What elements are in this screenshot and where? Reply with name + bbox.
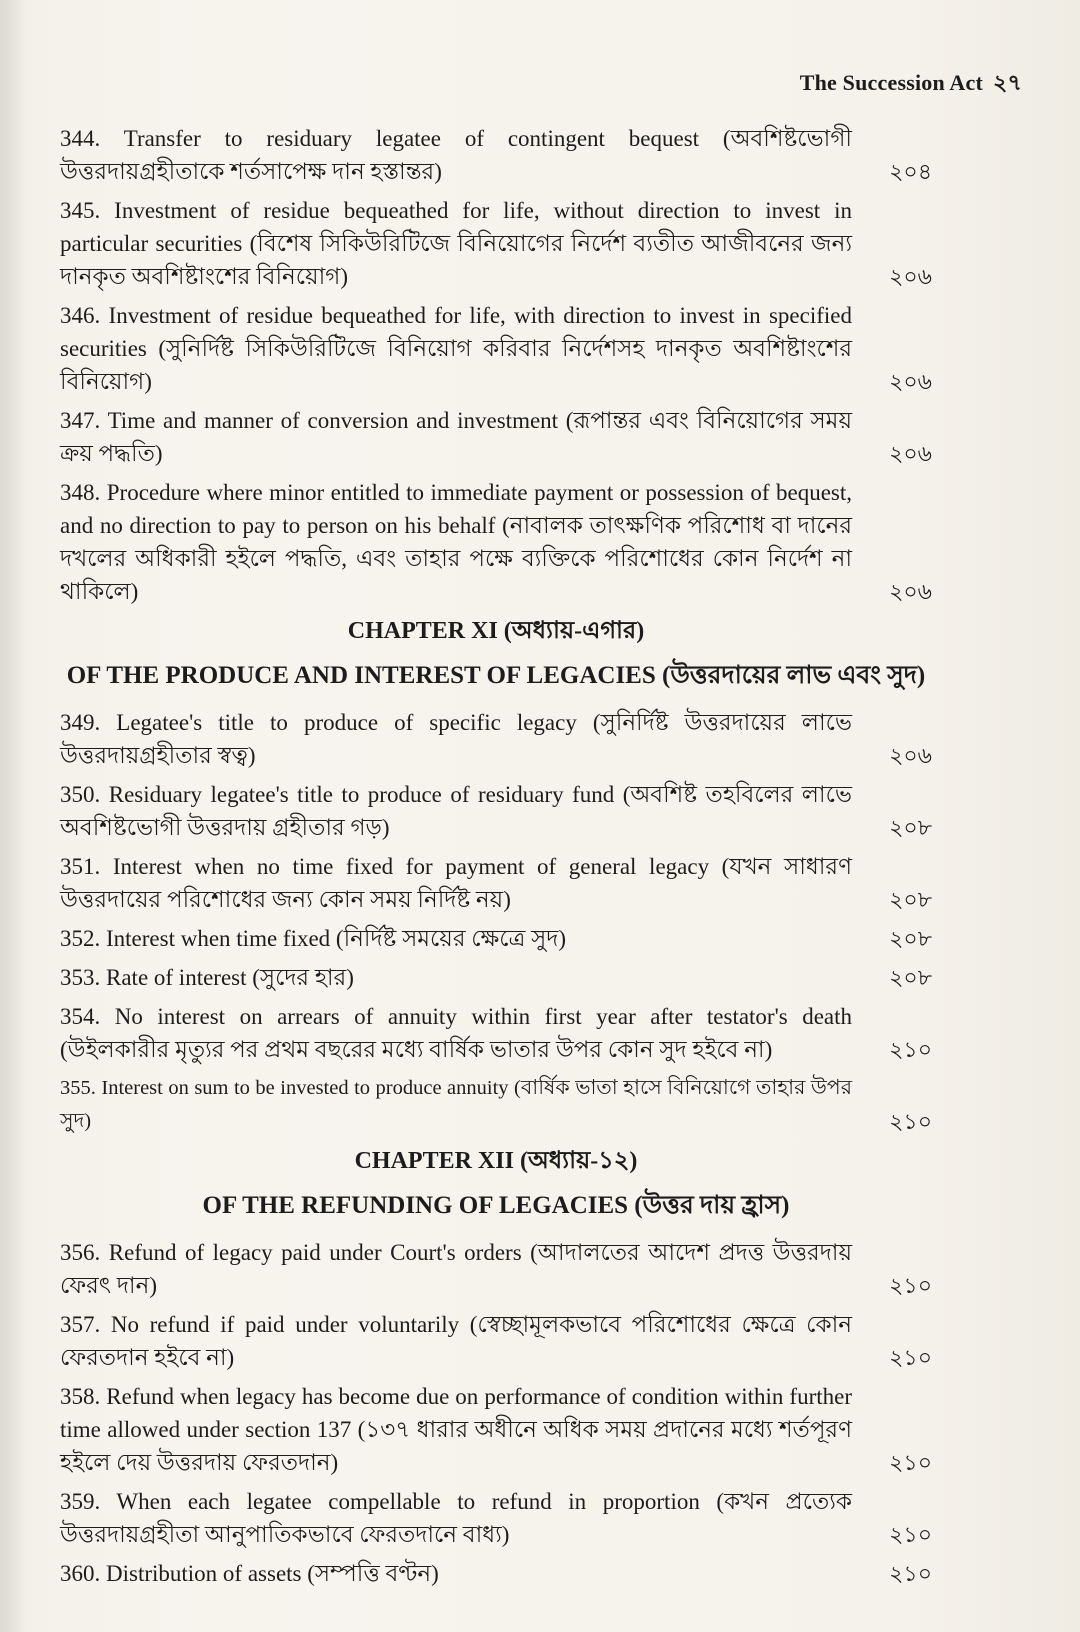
entry-355 <box>60 1072 932 1138</box>
entry-351 <box>60 850 932 916</box>
entry-page: ২১০ <box>889 1561 932 1586</box>
entry-page: ২০৬ <box>889 743 932 768</box>
entry-345 <box>60 194 932 293</box>
entry-349 <box>60 706 932 772</box>
entry-text: 350. Residuary legatee's title to produce of residuary fund (অবশিষ্ট তহবিলের লাভে অবশিষ্টভোগী উত্তরদায় গ্রহীতার গড়) <box>60 782 852 840</box>
entry-text: 351. Interest when no time fixed for payment of general legacy (যখন সাধারণ উত্তরদায়ের পরিশোধের জন্য কোন সময় নির্দিষ্ট নয়) <box>60 854 852 912</box>
entry-page: ২০৮ <box>889 965 932 990</box>
entry-348 <box>60 476 932 608</box>
header-page-number: ২৭ <box>992 70 1022 95</box>
entry-page: ২০৬ <box>889 264 932 289</box>
entry-page: ২০৪ <box>889 159 932 184</box>
entry-page: ২০৮ <box>889 926 932 951</box>
entry-page: ২১০ <box>889 1273 932 1298</box>
entry-text: 344. Transfer to residuary legatee of contingent bequest (অবশিষ্টভোগী উত্তরদায়গ্রহীতাকে শর্তসাপেক্ষ দান হস্তান্তর) <box>60 126 852 184</box>
entry-page: ২১০ <box>889 1345 932 1370</box>
entry-344 <box>60 122 932 188</box>
entry-page: ২১০ <box>889 1450 932 1475</box>
entry-text: 354. No interest on arrears of annuity within first year after testator's death (উইলকারীর মৃত্যুর পর প্রথম বছরের মধ্যে বার্ষিক ভাতার উপর কোন সুদ হইবে না) <box>60 1004 852 1062</box>
entry-357 <box>60 1308 932 1374</box>
entry-text: 359. When each legatee compellable to refund in proportion (কখন প্রত্যেক উত্তরদায়গ্রহীতা আনুপাতিকভাবে ফেরতদানে বাধ্য) <box>60 1489 852 1547</box>
entry-text: 356. Refund of legacy paid under Court's orders (আদালতের আদেশ প্রদত্ত উত্তরদায় ফেরৎ দান) <box>60 1240 852 1298</box>
entry-text: 348. Procedure where minor entitled to immediate payment or possession of bequest, and no direction to pay to person on his behalf (নাবালক তাৎক্ষণিক পরিশোধ বা দানের দখলের অধিকারী হইলে পদ্ধতি, এবং তাহার পক্ষে ব্যক্তিকে পরিশোধের কোন নির্দেশ না থাকিলে) <box>60 480 852 604</box>
entry-text: 349. Legatee's title to produce of specific legacy (সুনির্দিষ্ট উত্তরদায়ের লাভে উত্তরদায়গ্রহীতার স্বত্ব) <box>60 710 852 768</box>
entry-347 <box>60 404 932 470</box>
entry-text: 345. Investment of residue bequeathed for life, without direction to invest in particular securities (বিশেষ সিকিউরিটিজে বিনিয়োগের নির্দেশ ব্যতীত আজীবনের জন্য দানকৃত অবশিষ্টাংশের বিনিয়োগ) <box>60 198 852 289</box>
entry-350 <box>60 778 932 844</box>
entry-358 <box>60 1380 932 1479</box>
entry-text: 346. Investment of residue bequeathed for life, with direction to invest in specified securities (সুনির্দিষ্ট সিকিউরিটিজে বিনিয়োগ করিবার নির্দেশসহ দানকৃত অবশিষ্টাংশের বিনিয়োগ) <box>60 303 852 394</box>
entry-360 <box>60 1557 932 1590</box>
entry-page: ২১০ <box>889 1522 932 1547</box>
entry-353 <box>60 961 932 994</box>
entry-page: ২১০ <box>889 1109 932 1134</box>
entry-text: 358. Refund when legacy has become due on performance of condition within further time allowed under section 137 (১৩৭ ধারার অধীনে অধিক সময় প্রদানের মধ্যে শর্তপূরণ হইলে দেয় উত্তরদায় ফেরতদান) <box>60 1384 852 1475</box>
entry-346 <box>60 299 932 398</box>
entry-page: ২০৬ <box>889 579 932 604</box>
header-title: The Succession Act <box>799 70 983 95</box>
entry-page: ২০৬ <box>889 441 932 466</box>
entry-text: 347. Time and manner of conversion and investment (রূপান্তর এবং বিনিয়োগের সময় ক্রয় পদ্ধতি) <box>60 408 852 466</box>
binding-shadow <box>0 0 24 1632</box>
contents-list <box>60 122 932 1596</box>
entry-352 <box>60 922 932 955</box>
entry-page: ২০৮ <box>889 815 932 840</box>
chapter-12-title: OF THE REFUNDING OF LEGACIES (উত্তর দায় হ্রাস) <box>202 1192 790 1219</box>
entry-354 <box>60 1000 932 1066</box>
chapter-11-title: OF THE PRODUCE AND INTEREST OF LEGACIES (উত্তরদায়ের লাভ এবং সুদ) <box>66 662 926 689</box>
entry-page: ২০৮ <box>889 887 932 912</box>
entry-359 <box>60 1485 932 1551</box>
entry-page: ২০৬ <box>889 369 932 394</box>
chapter-12-label: CHAPTER XII (অধ্যায়-১২) <box>354 1148 638 1174</box>
chapter-11-label: CHAPTER XI (অধ্যায়-এগার) <box>347 618 645 644</box>
entry-page: ২১০ <box>889 1037 932 1062</box>
entry-text: 352. Interest when time fixed (নির্দিষ্ট সময়ের ক্ষেত্রে সুদ) <box>60 926 567 951</box>
entry-text: 360. Distribution of assets (সম্পত্তি বণ্টন) <box>60 1561 439 1586</box>
entry-text: 353. Rate of interest (সুদের হার) <box>60 965 354 990</box>
entry-356 <box>60 1236 932 1302</box>
running-header <box>800 66 1022 103</box>
entry-text: 357. No refund if paid under voluntarily (স্বেচ্ছামূলকভাবে পরিশোধের ক্ষেত্রে কোন ফেরতদান হইবে না) <box>60 1312 852 1370</box>
entry-text: 355. Interest on sum to be invested to produce annuity (বার্ষিক ভাতা হাসে বিনিয়োগে তাহার উপর সুদ) <box>60 1077 852 1132</box>
